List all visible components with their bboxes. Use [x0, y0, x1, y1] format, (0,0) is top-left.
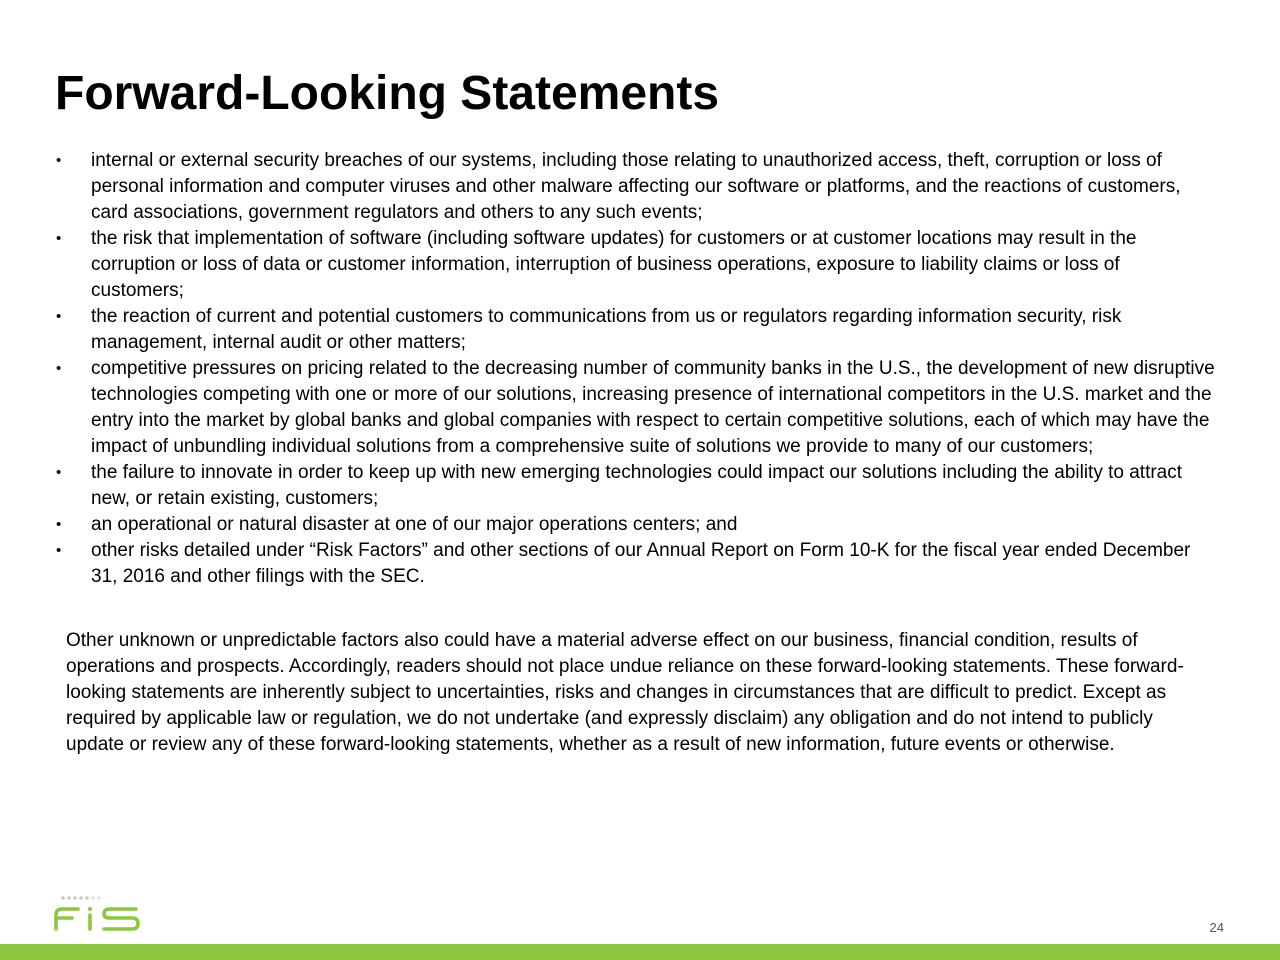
bullet-icon: •	[56, 464, 62, 481]
list-item	[55, 512, 1215, 538]
logo-letter-i-dot	[88, 907, 92, 911]
list-item	[55, 226, 1215, 304]
bullet-icon: •	[56, 542, 62, 559]
list-item	[55, 538, 1215, 590]
fis-logo-icon	[54, 893, 144, 935]
bullet-text: the reaction of current and potential customers to communications from us or regulators regarding information security, risk management, internal audit or other matters;	[91, 306, 1122, 353]
bullet-icon: •	[56, 152, 62, 169]
closing-paragraph: Other unknown or unpredictable factors also could have a material adverse effect on our business, financial condition, results of operations and prospects. Accordingly, readers should not place undue reliance on these forward-looking statements. These forward-looking statements are inherently subject to uncertainties, risks and changes in circumstances that are difficult to predict. Except as required by applicable law or regulation, we do not undertake (and expressly disclaim) any obligation and do not intend to publicly update or review any of these forward-looking statements, whether as a result of new information, future events or otherwise.	[66, 630, 1184, 755]
bullet-text: the risk that implementation of software (including software updates) for customers or at customer locations may result in the corruption or loss of data or customer information, interruption of business operations, exposure to liability claims or loss of customers;	[91, 228, 1137, 301]
logo-dot	[91, 896, 95, 900]
logo-dot	[67, 896, 71, 900]
list-item	[55, 356, 1215, 460]
logo-dot	[85, 896, 89, 900]
logo-letter-s	[104, 909, 138, 929]
bullet-icon: •	[56, 230, 62, 247]
bullet-icon: •	[56, 360, 62, 377]
bullet-icon: •	[56, 516, 62, 533]
bullet-text: an operational or natural disaster at one of our major operations centers; and	[91, 514, 738, 535]
list-item	[55, 460, 1215, 512]
logo-dot	[97, 896, 101, 900]
logo-dot	[61, 896, 65, 900]
bullet-text: internal or external security breaches of our systems, including those relating to unauthorized access, theft, corruption or loss of personal information and computer viruses and other malware affecting our software or platforms, and the reactions of customers, card associations, government regulators and others to any such events;	[91, 150, 1181, 223]
logo-letter-f	[56, 909, 78, 929]
logo-dot	[73, 896, 77, 900]
logo-letters	[56, 907, 138, 929]
bullet-icon: •	[56, 308, 62, 325]
logo-dots	[61, 896, 101, 900]
slide-title: Forward-Looking Statements	[55, 67, 720, 120]
logo-dot	[79, 896, 83, 900]
list-item	[55, 304, 1215, 356]
bullet-text: other risks detailed under “Risk Factors” and other sections of our Annual Report on Form 10-K for the fiscal year ended December 31, 2016 and other filings with the SEC.	[91, 540, 1191, 587]
list-item	[55, 148, 1215, 226]
page-number: 24	[1209, 920, 1224, 935]
bottom-brand-bar	[0, 944, 1280, 960]
bullet-list	[55, 148, 1215, 590]
bullet-text: competitive pressures on pricing related to the decreasing number of community banks in the U.S., the development of new disruptive technologies competing with one or more of our solutions, increasing presence of international competitors in the U.S. market and the entry into the market by global banks and global companies with respect to certain competitive solutions, each of which may have the impact of unbundling individual solutions from a comprehensive suite of solutions we provide to many of our customers;	[91, 358, 1215, 457]
bullet-text: the failure to innovate in order to keep up with new emerging technologies could impact our solutions including the ability to attract new, or retain existing, customers;	[91, 462, 1183, 509]
